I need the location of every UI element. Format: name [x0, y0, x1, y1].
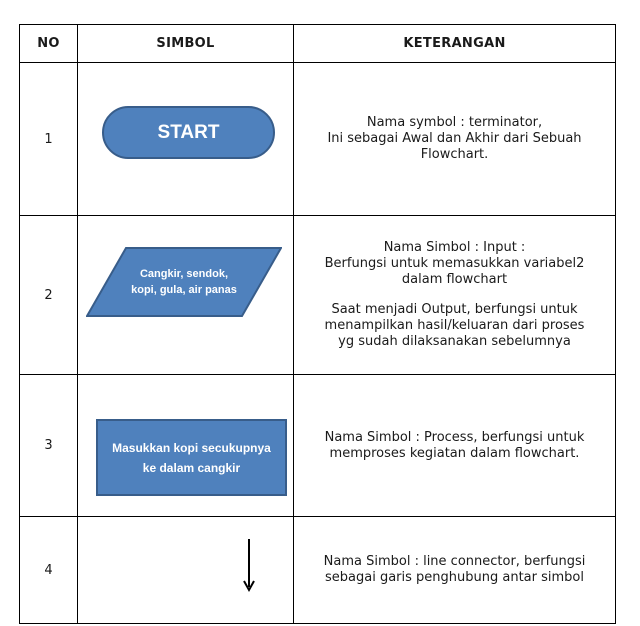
- symbol-cell: [78, 216, 294, 375]
- input-output-shape: [86, 247, 282, 317]
- shape-label-line: Cangkir, sendok,: [139, 268, 228, 280]
- row-number: 1: [20, 63, 78, 216]
- description-line: Saat menjadi Output, berfungsi untuk: [331, 302, 578, 317]
- description-line: Nama Simbol : Process, berfungsi untuk: [324, 429, 585, 445]
- table-header-row: [20, 25, 616, 63]
- description-line: Berfungsi untuk memasukkan variabel2: [324, 256, 585, 271]
- description-cell: [294, 63, 616, 216]
- description-line: memproses kegiatan dalam flowchart.: [329, 445, 580, 461]
- description-cell: [294, 517, 616, 624]
- description-line: menampilkan hasil/keluaran dari proses: [324, 318, 585, 333]
- header-simbol: SIMBOL: [78, 25, 294, 63]
- row-number: 2: [20, 216, 78, 375]
- table-row: [20, 216, 616, 375]
- terminator-shape: START: [102, 106, 275, 159]
- row-number: 3: [20, 375, 78, 517]
- row-number: 4: [20, 517, 78, 624]
- description-line: Ini sebagai Awal dan Akhir dari Sebuah: [327, 131, 582, 146]
- header-no: NO: [20, 25, 78, 63]
- shape-label-line: Masukkan kopi secukupnya: [112, 440, 271, 455]
- table-row: [20, 517, 616, 624]
- description-line: sebagai garis penghubung antar simbol: [325, 570, 584, 585]
- header-keterangan: KETERANGAN: [294, 25, 616, 63]
- flowchart-symbol-table: [19, 24, 616, 624]
- down-arrow-icon: [242, 537, 256, 593]
- description-line: Nama symbol : terminator,: [366, 115, 543, 130]
- description-line: dalam flowchart: [401, 272, 508, 287]
- symbol-cell: [78, 517, 294, 624]
- table-row: [20, 63, 616, 216]
- symbol-cell: [78, 375, 294, 517]
- symbol-cell: [78, 63, 294, 216]
- description-cell: [294, 375, 616, 517]
- process-shape: [96, 419, 287, 496]
- description-line: Nama Simbol : line connector, berfungsi: [323, 554, 586, 569]
- description-cell: [294, 216, 616, 375]
- input-output-label: [108, 255, 260, 309]
- shape-label-line: ke dalam cangkir: [142, 460, 241, 475]
- table-row: [20, 375, 616, 517]
- description-line: yg sudah dilaksanakan sebelumnya: [338, 334, 571, 349]
- shape-label-line: kopi, gula, air panas: [131, 284, 237, 296]
- description-line: Flowchart.: [420, 147, 489, 162]
- description-line: Nama Simbol : Input :: [383, 240, 526, 255]
